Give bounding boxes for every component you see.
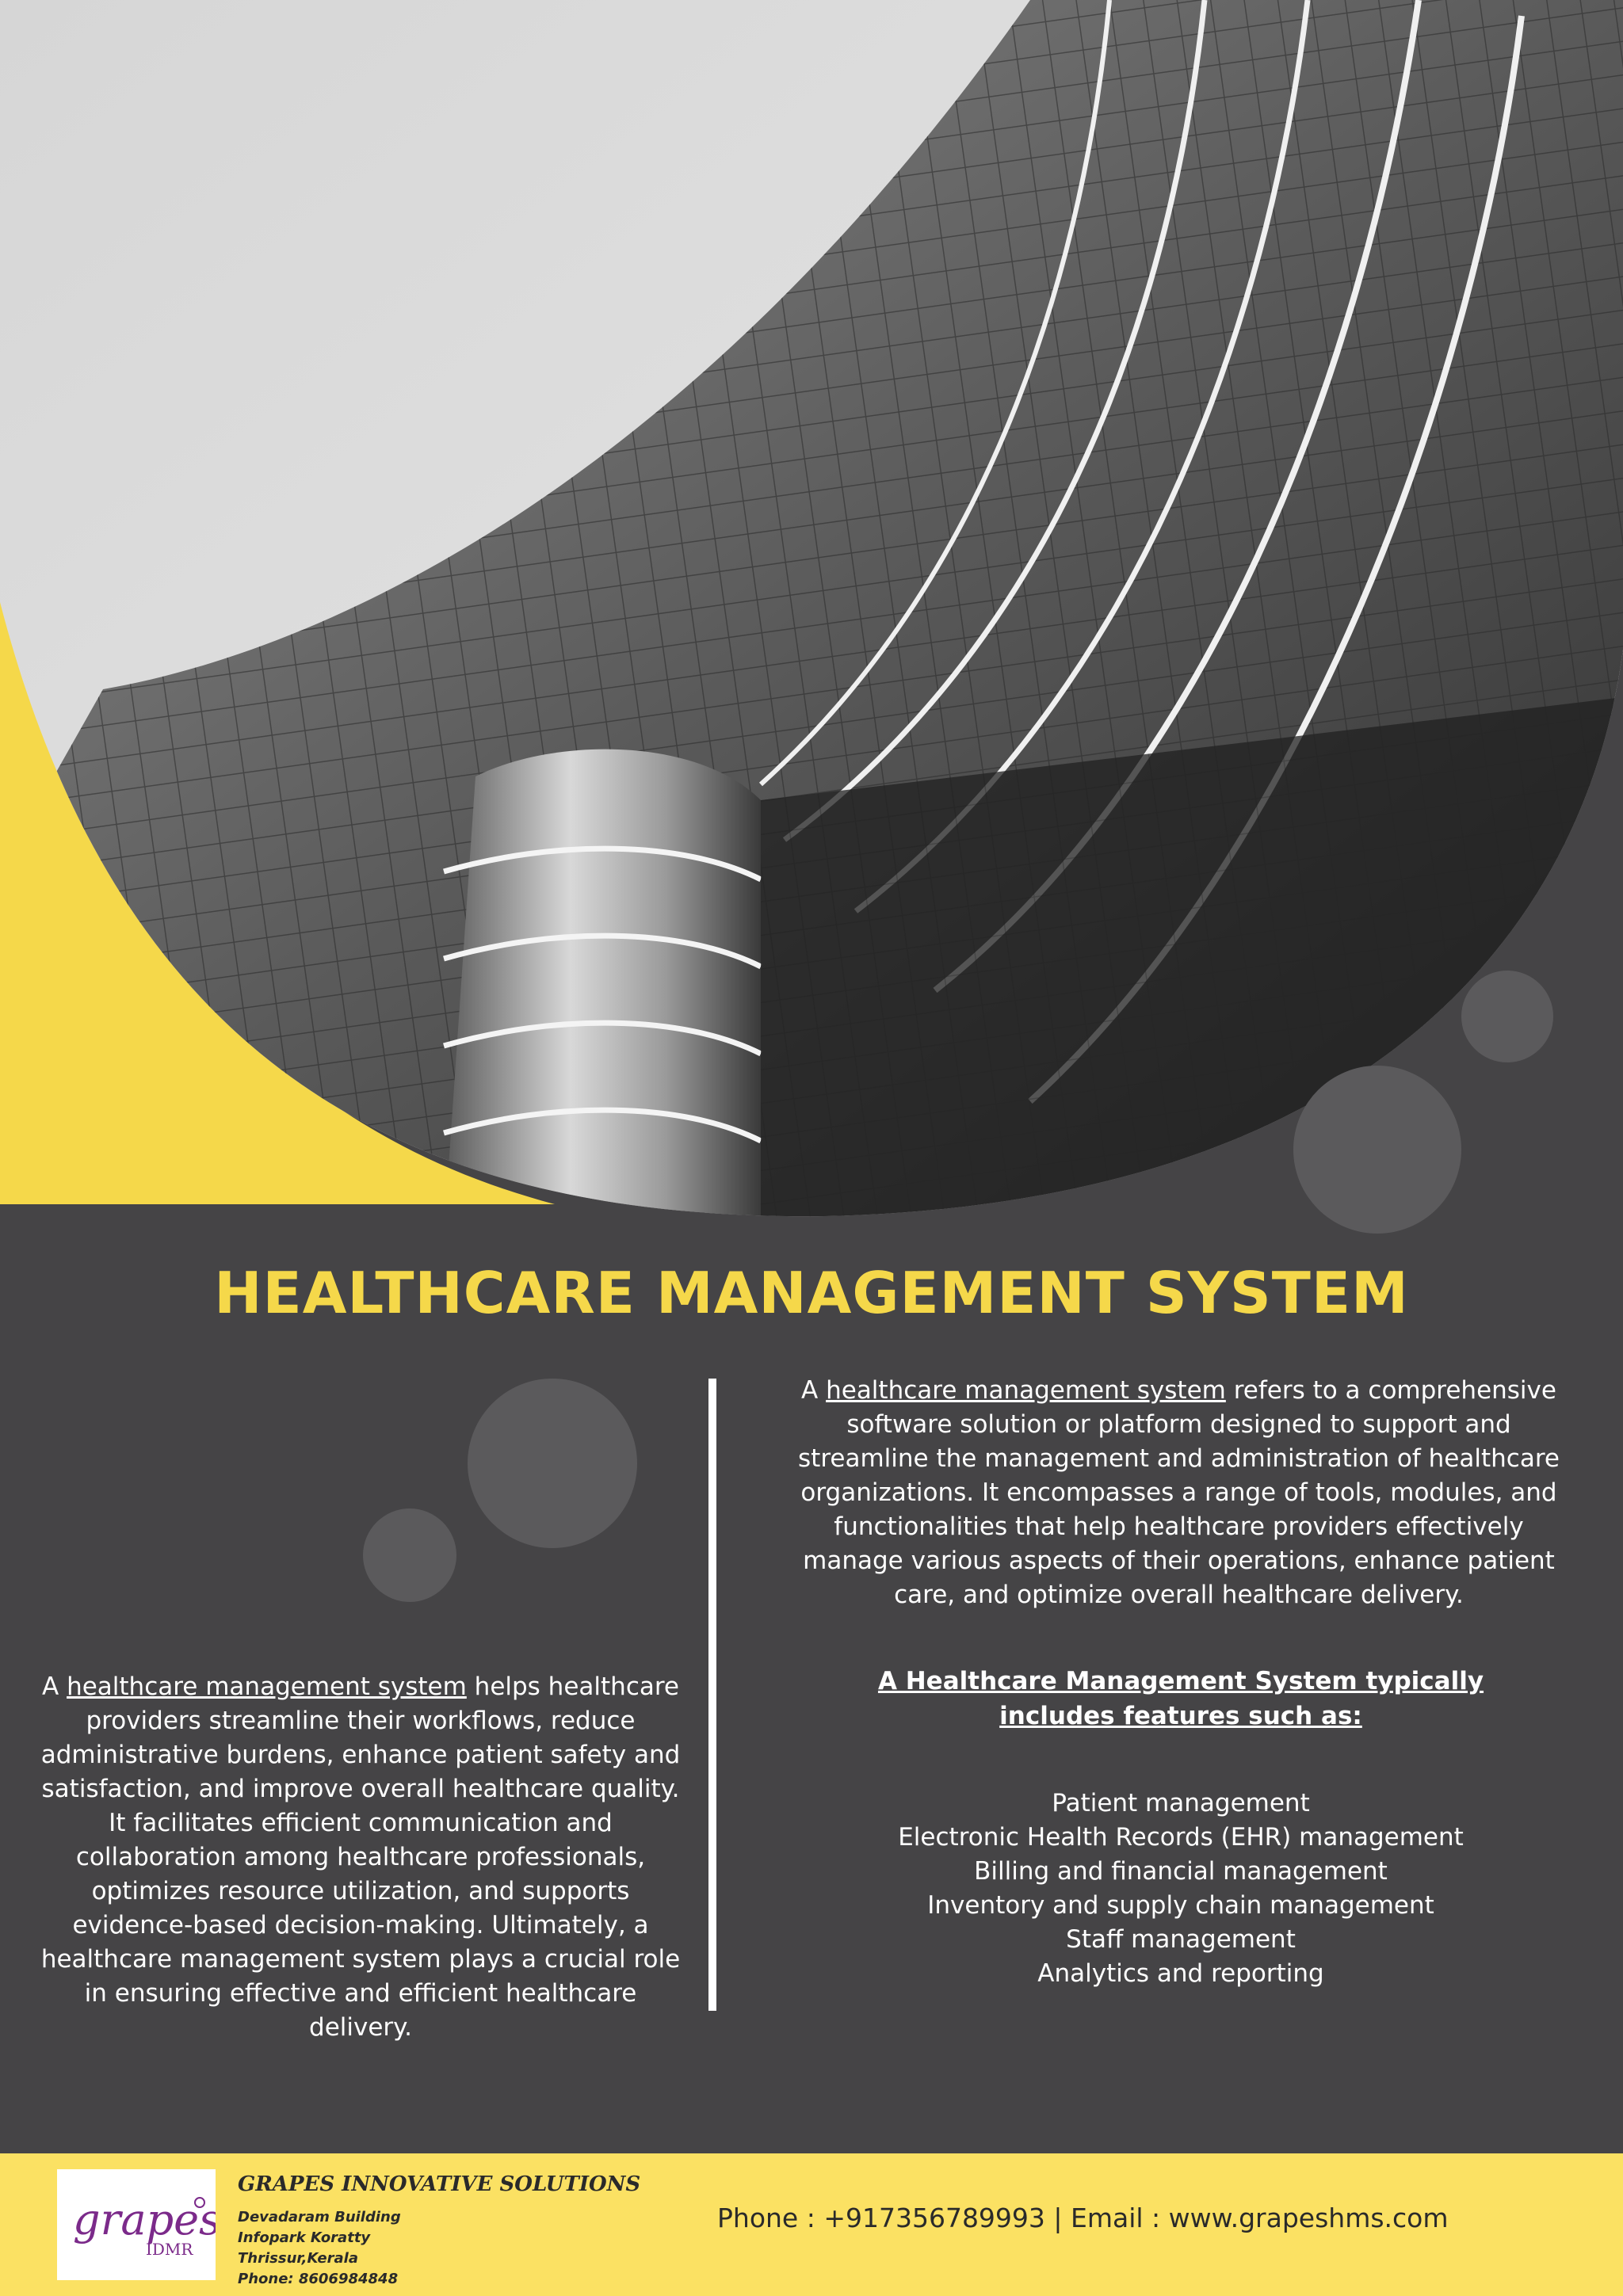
contact-info: Phone : +917356789993 | Email : www.grapeshms.com (717, 2203, 1449, 2233)
features-heading: A Healthcare Management System typically includes features such as: (877, 1667, 1484, 1730)
hms-link[interactable]: healthcare management system (67, 1672, 467, 1701)
page-title: HEALTHCARE MANAGEMENT SYSTEM (214, 1260, 1409, 1326)
feature-item: Staff management (1066, 1925, 1296, 1954)
address-line: Phone: 8606984848 (238, 2271, 399, 2287)
decorative-circle (363, 1508, 456, 1602)
intro-paragraph (781, 1374, 1577, 1612)
grapes-logo-mark (57, 2169, 216, 2280)
hms-link[interactable]: healthcare management system (826, 1376, 1226, 1405)
benefits-paragraph (36, 1670, 685, 2045)
benefits-text-before: A (42, 1672, 67, 1701)
decorative-circle (1293, 1066, 1461, 1234)
address-line: Thrissur,Kerala (238, 2250, 358, 2267)
feature-item: Electronic Health Records (EHR) management (898, 1823, 1464, 1852)
company-name: GRAPES INNOVATIVE SOLUTIONS (238, 2172, 641, 2196)
svg-text:IDMR: IDMR (146, 2240, 193, 2259)
address-line: Devadaram Building (238, 2209, 401, 2225)
address-line: Infopark Koratty (238, 2229, 371, 2246)
benefits-text-after: helps healthcare providers streamline their workflows, reduce administrative burdens, enhance patient safety and satisfaction, and improve overall healthcare quality. It facilitates efficient communication and collaboration among healthcare professionals, optimizes resource utilization, and supports evidence-based decision-making. Ultimately, a healthcare management system plays a crucial role in ensuring effective and efficient healthcare delivery. (40, 1672, 681, 2042)
intro-text-before: A (801, 1376, 827, 1405)
intro-text-after: refers to a comprehensive software solution or platform designed to support and streamline the management and administration of healthcare organizations. It encompasses a range of tools, modules, and functionalities that help healthcare providers effectively manage various aspects of their operations, enhance patient care, and optimize overall healthcare delivery. (798, 1376, 1560, 1609)
features-list (824, 1787, 1537, 1991)
feature-item: Patient management (1052, 1789, 1310, 1817)
vertical-divider (708, 1379, 716, 2011)
feature-item: Inventory and supply chain management (927, 1891, 1434, 1920)
feature-item: Billing and financial management (974, 1857, 1388, 1886)
company-address (238, 2207, 401, 2290)
decorative-circle (468, 1379, 637, 1548)
decorative-circle (1461, 971, 1553, 1062)
feature-item: Analytics and reporting (1037, 1959, 1324, 1988)
grapes-logo (57, 2169, 216, 2280)
svg-text:grapes: grapes (73, 2195, 216, 2245)
